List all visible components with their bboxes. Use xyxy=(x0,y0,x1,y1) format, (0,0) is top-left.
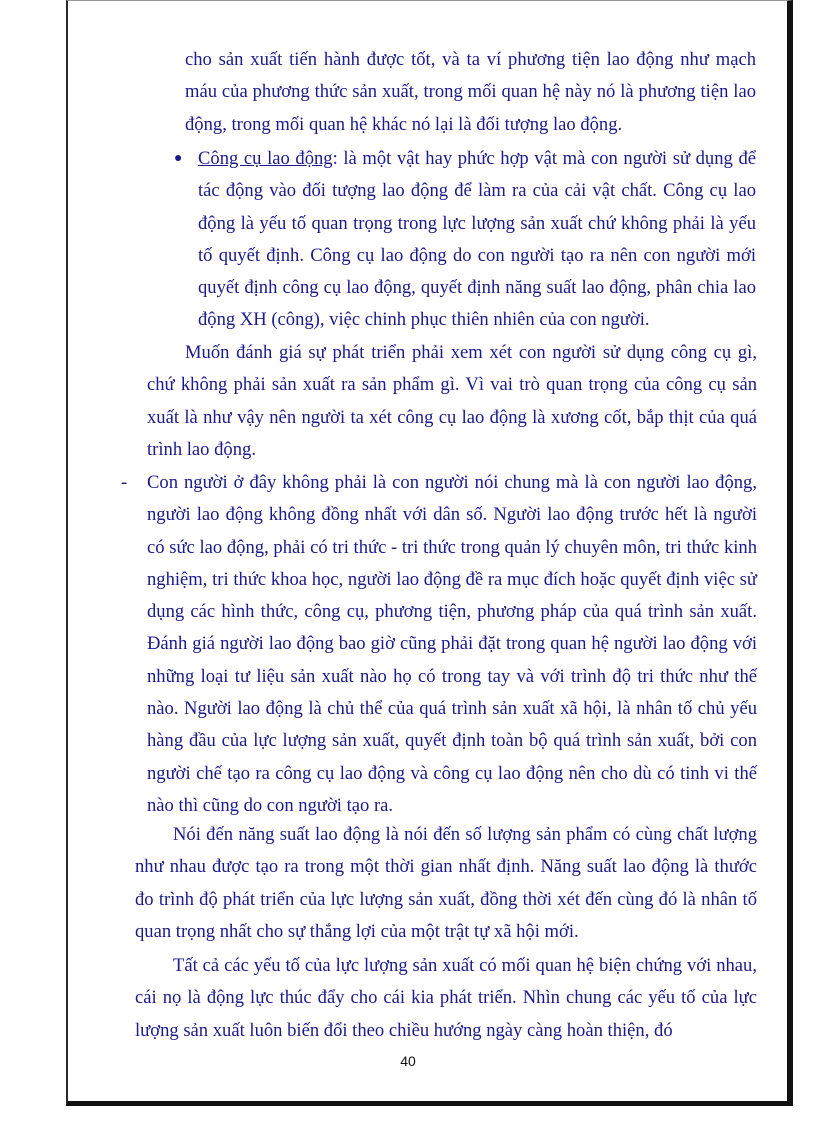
paragraph-2 xyxy=(174,143,756,337)
paragraph-4 xyxy=(121,467,757,822)
paragraph-4-text: Con người ở đây không phải là con người nói chung mà là con người lao động, người lao động không đồng nhất với dân số. Người lao động trước hết là người có sức lao động, phải có tri thức - tri thức trong quản lý chuyên môn, tri thức kinh nghiệm, tri thức khoa học, người lao động đề ra mục đích hoặc quyết định việc sử dụng các hình thức, công cụ, phương tiện, phương pháp của quá trình sản xuất. Đánh giá người lao động bao giờ cũng phải đặt trong quan hệ người lao động với những loại tư liệu sản xuất nào họ có trong tay và với trình độ tri thức như thế nào. Người lao động là chủ thể của quá trình sản xuất xã hội, là nhân tố chủ yếu hàng đầu của lực lượng sản xuất, quyết định toàn bộ quá trình sản xuất, bởi con người chế tạo ra công cụ lao động và công cụ lao động nên cho dù có tinh vi thế nào thì cũng do con người tạo ra. xyxy=(147,472,757,816)
paragraph-6: Tất cả các yếu tố của lực lượng sản xuất có mối quan hệ biện chứng với nhau, cái nọ là động lực thúc đẩy cho cái kia phát triển. Nhìn chung các yếu tố của lực lượng sản xuất luôn biến đổi theo chiều hướng ngày càng hoàn thiện, đó xyxy=(135,955,757,1041)
term-cong-cu-lao-dong: Công cụ lao động xyxy=(198,148,333,169)
paragraph-2-text: : là một vật hay phức hợp vật mà con người sử dụng để tác động vào đối tượng lao động để làm ra của cải vật chất. Công cụ lao động là yếu tố quan trọng trong lực lượng sản xuất chứ không phải là yếu tố quyết định. Công cụ lao động do con người tạo ra nên con người mới quyết định công cụ lao động, quyết định năng suất lao động, phân chia lao động XH (công), việc chinh phục thiên nhiên của con người. xyxy=(198,148,756,331)
paragraph-1: cho sản xuất tiến hành được tốt, và ta ví phương tiện lao động như mạch máu của phương thức sản xuất, trong mối quan hệ này nó là phương tiện lao động, trong mối quan hệ khác nó lại là đối tượng lao động. xyxy=(185,49,756,135)
page-number: 40 xyxy=(400,1053,416,1069)
paragraph-5: Nói đến năng suất lao động là nói đến số lượng sản phẩm có cùng chất lượng như nhau được tạo ra trong một thời gian nhất định. Năng suất lao động là thước đo trình độ phát triển của lực lượng sản xuất, đồng thời xét đến cùng đó là nhân tố quan trọng nhất cho sự thắng lợi của một trật tự xã hội mới. xyxy=(135,824,757,942)
bullet-icon: ● xyxy=(174,151,183,166)
dash-marker: - xyxy=(121,472,128,493)
paragraph-3: Muốn đánh giá sự phát triển phải xem xét con người sử dụng công cụ gì, chứ không phải sản xuất ra sản phẩm gì. Vì vai trò quan trọng của công cụ sản xuất là như vậy nên người ta xét công cụ lao động là xương cốt, bắp thịt của quá trình lao động. xyxy=(147,342,757,460)
